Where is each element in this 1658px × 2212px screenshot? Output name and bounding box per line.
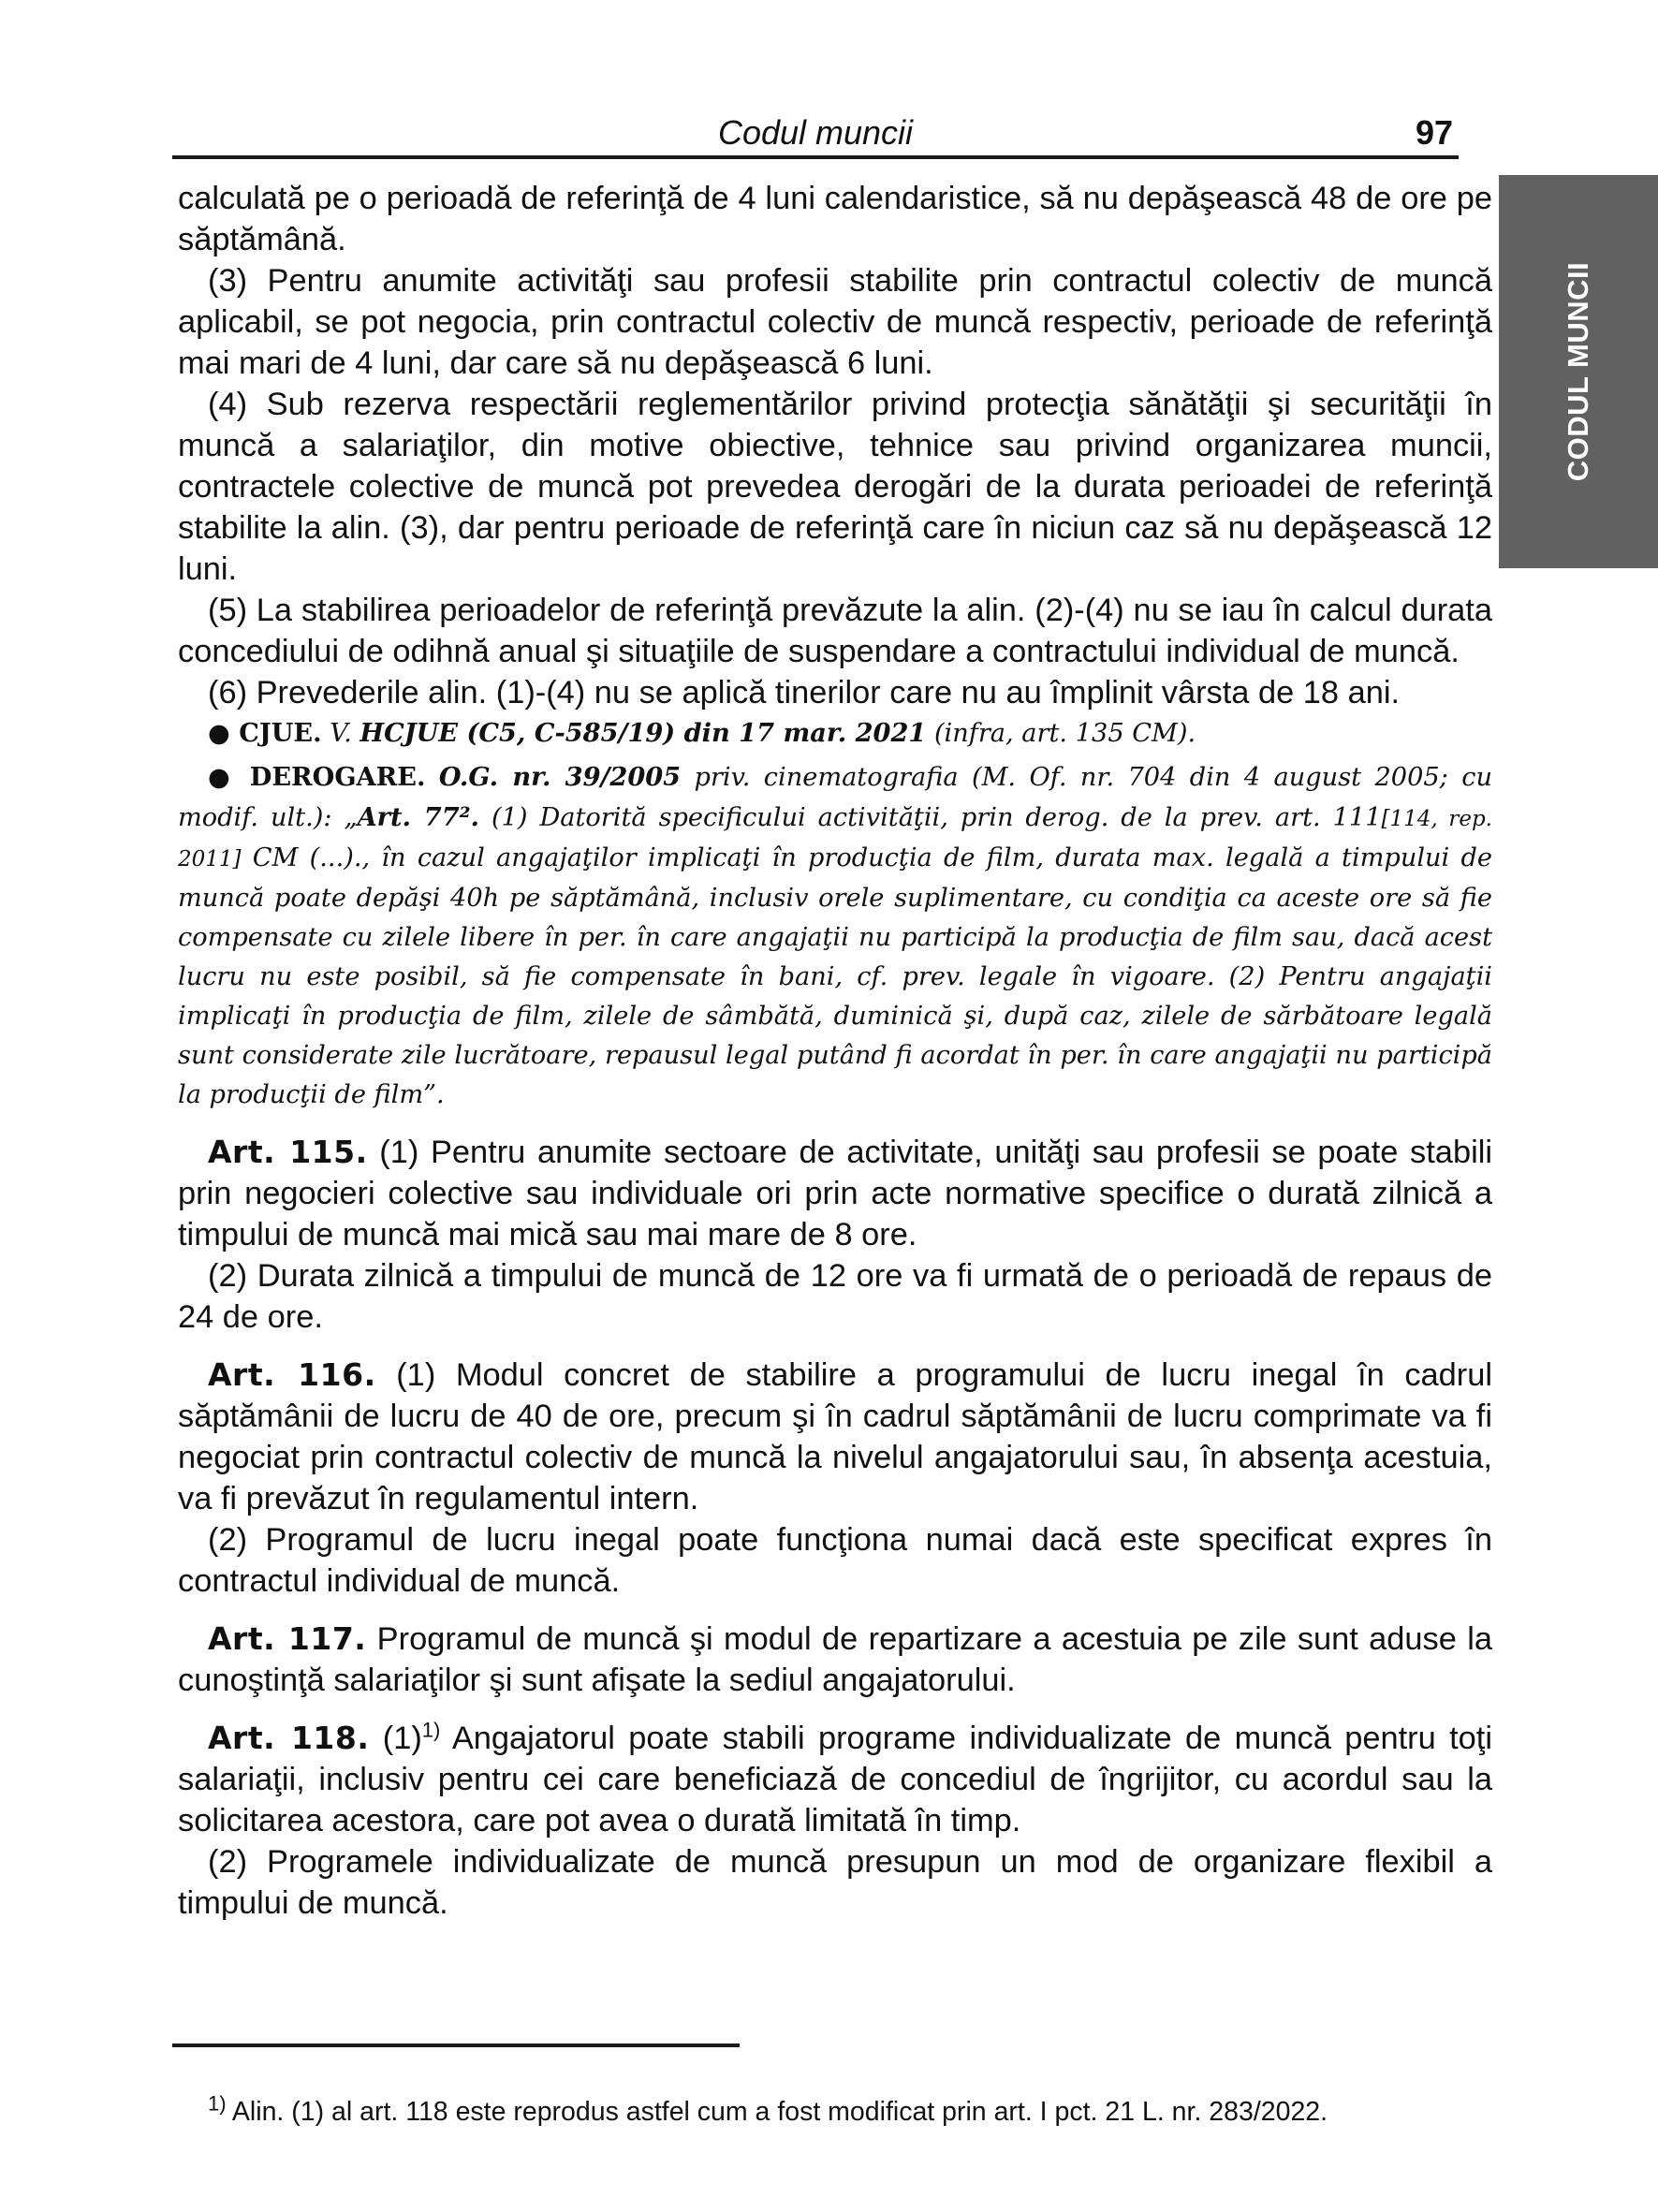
article-117: Art. 117. Programul de muncă şi modul de repartizare a acestuia pe zile sunt aduse la cunoştinţă salariaţilor şi sunt afişate la sediul angajatorului. <box>178 1620 1492 1698</box>
note-cjue-reference: HCJUE (C5, C-585/19) din 17 mar. 2021 <box>359 718 927 748</box>
side-tab-label: CODUL MUNCII <box>1562 261 1594 482</box>
article-117-label: Art. 117. <box>208 1620 367 1657</box>
paragraph-continuation: calculată pe o perioadă de referinţă de 4 luni calendaristice, să nu depăşească 48 de ore pe săptămână. <box>178 181 1492 257</box>
article-118-alin-2: (2) Programele individualizate de muncă presupun un mod de organizare flexibil a timpului de muncă. <box>178 1844 1492 1921</box>
article-115-alin-2: (2) Durata zilnică a timpului de muncă de 12 ore va fi urmată de o perioadă de repaus de 24 de ore. <box>178 1258 1492 1335</box>
note-cjue: ● CJUE. V. HCJUE (C5, C-585/19) din 17 mar. 2021 (infra, art. 135 CM). <box>208 718 1196 748</box>
article-115-label: Art. 115. <box>208 1134 368 1170</box>
paragraph-alin-3: (3) Pentru anumite activităţi sau profesii stabilite prin contractul colectiv de muncă aplicabil, se pot negocia, prin contractul colectiv de muncă respectiv, perioade de referinţă mai mari de 4 luni, dar care să nu depăşească 6 luni. <box>178 263 1492 381</box>
article-116-alin-2: (2) Programul de lucru inegal poate funcţiona numai dacă este specificat expres în contractul individual de muncă. <box>178 1522 1492 1599</box>
footnote-reference: 1) <box>421 1718 441 1742</box>
article-118: Art. 118. $(1)^{1)}$ Angajatorul poate stabili programe individualizate de muncă pentru toţi salariaţii, inclusiv pentru cei care beneficiază de concediul de îngrijitor, cu acordul sau la solicitarea acestora, care pot avea o durată limitată în timp. (2) Programele individualizate de muncă presupun un mod de organizare flexibil a timpului de muncă. <box>178 1718 1492 1924</box>
article-116: Art. 116. (1) Modul concret de stabilire a programului de lucru inegal în cadrul săptămânii de lucru de 40 de ore, precum şi în cadrul săptămânii de lucru comprimate va fi negociat prin contractul colectiv de muncă la nivelul angajatorului sau, în absenţa acestuia, va fi prevăzut în regulamentul intern. (2) Programul de lucru inegal poate funcţiona numai dacă este specificat expres în contractul individual de muncă. <box>178 1355 1492 1602</box>
footnote-mark: 1) <box>208 2091 227 2116</box>
side-tab <box>1499 175 1658 568</box>
footnote-text: Alin. (1) al art. 118 este reprodus astfel cum a fost modificat prin art. I pct. 21 L. nr. 283/2022. <box>226 2097 1328 2127</box>
note-derogare-rep: [114, rep. 2011] <box>178 807 1492 872</box>
article-116-label: Art. 116. <box>208 1356 376 1393</box>
paragraph-alin-6: (6) Prevederile alin. (1)-(4) nu se aplică tinerilor care nu au împlinit vârsta de 18 ani. <box>208 675 1401 710</box>
running-title: Codul muncii <box>717 113 914 152</box>
paragraph-alin-5: (5) La stabilirea perioadelor de referinţă prevăzute la alin. (2)-(4) nu se iau în calcul durata concediului de odihnă anual şi situaţiile de suspendare a contractului individual de muncă. <box>178 593 1492 669</box>
note-cjue-label: ● CJUE. <box>208 718 322 748</box>
note-derogare-article: Art. 77². <box>357 802 480 832</box>
article-115: Art. 115. (1) Pentru anumite sectoare de activitate, unităţi sau profesii se poate stabili prin negocieri colective sau individuale ori prin acte normative specifice o durată zilnică a timpului de muncă mai mică sau mai mare de 8 ore. (2) Durata zilnică a timpului de muncă de 12 ore va fi urmată de o perioadă de repaus de 24 de ore. <box>178 1132 1492 1338</box>
note-derogare: ● DEROGARE. O.G. nr. 39/2005 priv. cinematografia (M. Of. nr. 704 din 4 august 2005; cu modif. ult.): „Art. 77². (1) Datorită specificului activităţii, prin derog. de la prev. art. 111[114, rep. 2011] CM (...)., în cazul angajaţilor implicaţi în producţia de film, durata max. legală a timpului de muncă poate depăşi 40h pe săptămână, inclusiv orele suplimentare, cu condiţia ca aceste ore să fie compensate cu zilele libere în per. în care angajaţii nu participă la producţia de film sau, dacă acest lucru nu este posibil, să fie compensate în bani, cf. prev. legale în vigoare. (2) Pentru angajaţii implicaţi în producţia de film, zilele de sâmbătă, duminică şi, după caz, zilele de sărbătoare legală sunt considerate zile lucrătoare, repausul legal putând fi acordat în per. în care angajaţii nu participă la producţii de film”. <box>178 762 1492 1109</box>
note-derogare-label: ● DEROGARE. <box>208 762 426 792</box>
page-number: 97 <box>1415 113 1453 152</box>
page-body <box>178 178 1492 1924</box>
footnote <box>208 2091 1481 2129</box>
page-header <box>172 110 1459 159</box>
footnote-divider <box>172 2044 740 2047</box>
article-118-label: Art. 118. <box>208 1720 370 1756</box>
paragraph-alin-4: (4) Sub rezerva respectării reglementărilor privind protecţia sănătăţii şi securităţii în muncă a salariaţilor, din motive obiective, tehnice sau privind organizarea muncii, contractele colective de muncă pot prevedea derogări de la durata perioadei de referinţă stabilite la alin. (3), dar pentru perioade de referinţă care în niciun caz să nu depăşească 12 luni. <box>178 387 1492 587</box>
note-derogare-reference: O.G. nr. 39/2005 <box>438 762 682 792</box>
